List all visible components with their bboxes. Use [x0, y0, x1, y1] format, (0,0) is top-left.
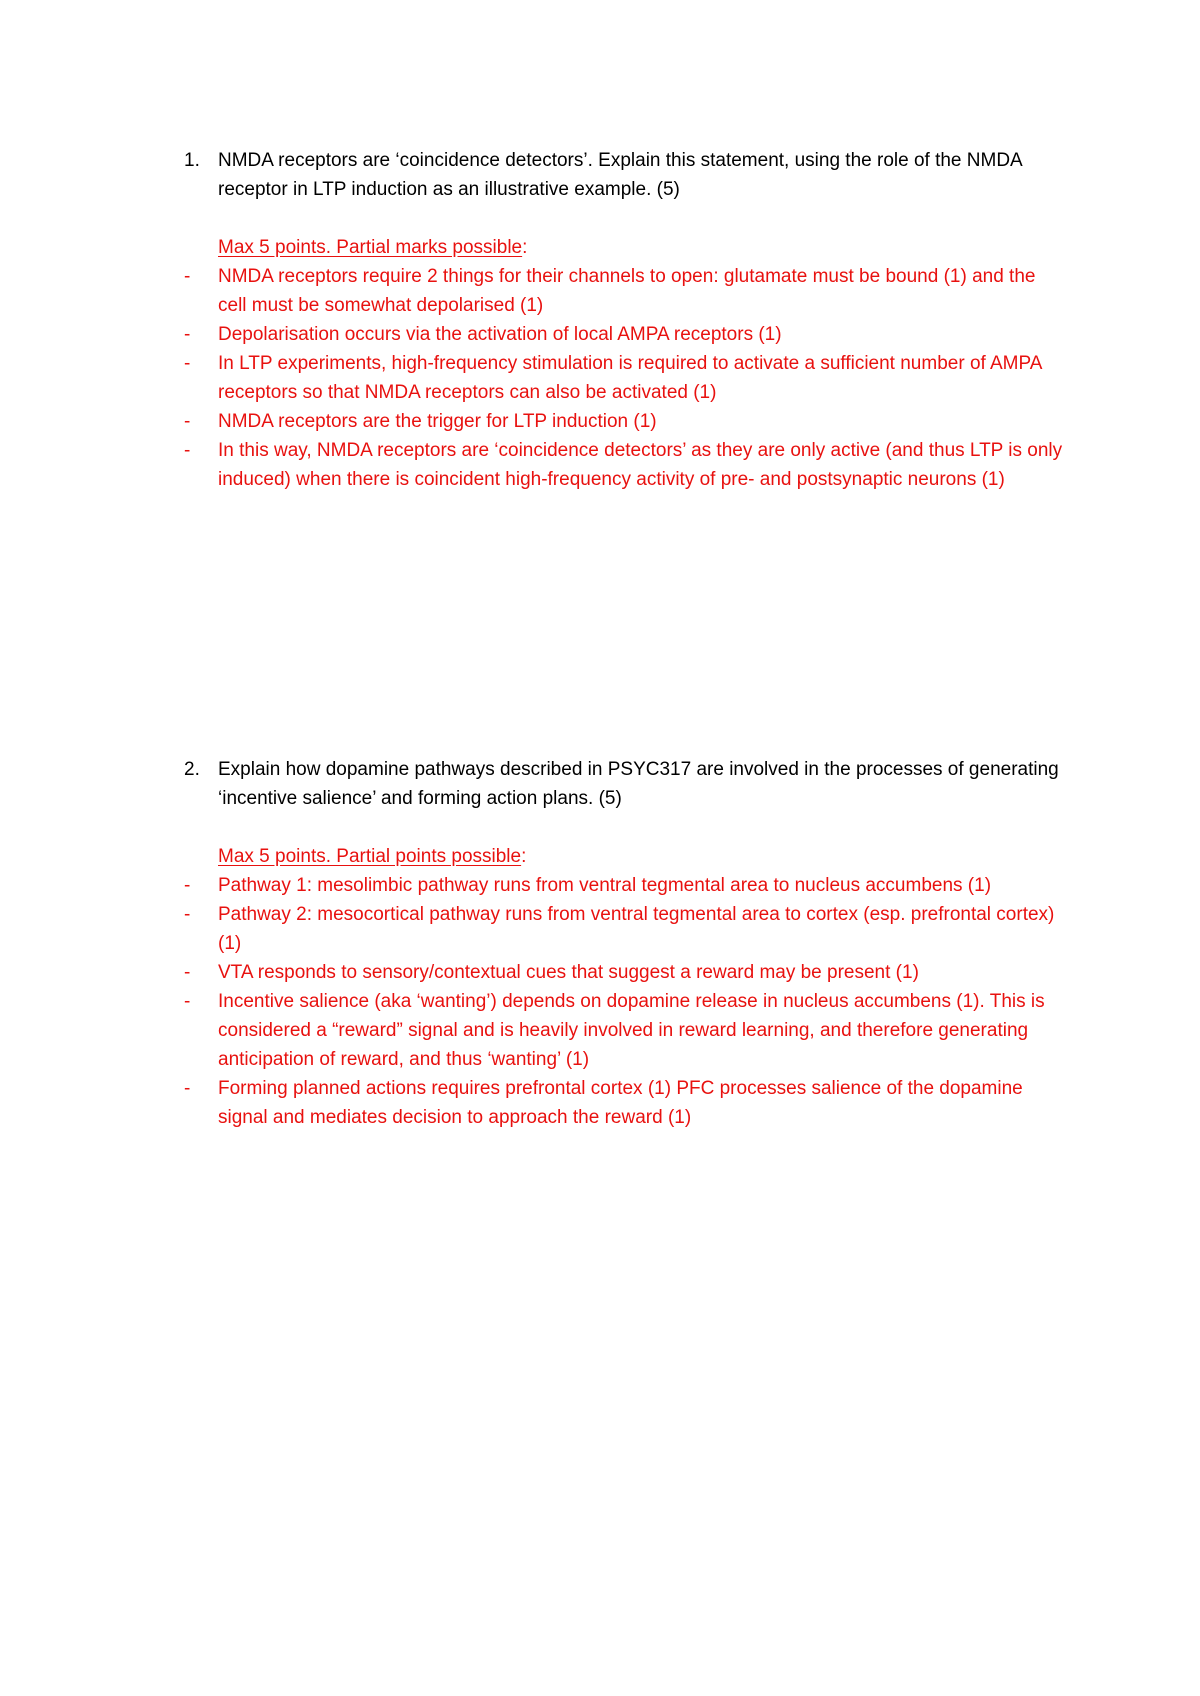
- question-2-number: 2.: [184, 759, 200, 780]
- bullet-dash: -: [184, 324, 191, 345]
- list-item: [184, 958, 1064, 987]
- question-1-marking-header: Max 5 points. Partial marks possible: [218, 237, 523, 258]
- marking-point: Forming planned actions requires prefrontal cortex (1) PFC processes salience of the dopamine signal and mediates decision to approach the reward (1): [218, 1078, 1023, 1128]
- question-2-marking-header-line: [218, 842, 1064, 871]
- question-1-prompt: [184, 146, 1064, 204]
- list-item: [184, 349, 1064, 407]
- question-1: [184, 146, 1064, 494]
- question-2-marking-scheme: [184, 842, 1064, 1132]
- list-item: [184, 407, 1064, 436]
- question-1-text: NMDA receptors are ‘coincidence detectors’. Explain this statement, using the role of the NMDA receptor in LTP induction as an illustrative example. (5): [218, 150, 1022, 200]
- bullet-dash: -: [184, 875, 191, 896]
- list-item: [184, 262, 1064, 320]
- question-1-number: 1.: [184, 150, 200, 171]
- list-item: [184, 1074, 1064, 1132]
- question-1-marking-scheme: [184, 233, 1064, 494]
- question-2-marking-header: Max 5 points. Partial points possible: [218, 846, 522, 867]
- bullet-dash: -: [184, 353, 191, 374]
- marking-point: In LTP experiments, high-frequency stimulation is required to activate a sufficient number of AMPA receptors so that NMDA receptors can also be activated (1): [218, 353, 1042, 403]
- list-item: [184, 900, 1064, 958]
- question-2-text: Explain how dopamine pathways described in PSYC317 are involved in the processes of generating ‘incentive salience’ and forming action plans. (5): [218, 759, 1059, 809]
- question-2-prompt: [184, 755, 1064, 813]
- question-1-marking-header-line: [218, 233, 1064, 262]
- marking-point: NMDA receptors require 2 things for their channels to open: glutamate must be bound (1) and the cell must be somewhat depolarised (1): [218, 266, 1036, 316]
- bullet-dash: -: [184, 440, 191, 461]
- bullet-dash: -: [184, 962, 191, 983]
- question-1-marking-header-colon: :: [522, 237, 528, 258]
- marking-point: VTA responds to sensory/contextual cues that suggest a reward may be present (1): [218, 962, 919, 983]
- bullet-dash: -: [184, 411, 191, 432]
- question-1-marking-list: [184, 262, 1064, 494]
- marking-point: Incentive salience (aka ‘wanting’) depends on dopamine release in nucleus accumbens (1). This is considered a “reward” signal and is heavily involved in reward learning, and therefore generating anticipation of reward, and thus ‘wanting’ (1): [218, 991, 1045, 1070]
- marking-point: Depolarisation occurs via the activation of local AMPA receptors (1): [218, 324, 782, 345]
- list-item: [184, 320, 1064, 349]
- bullet-dash: -: [184, 266, 191, 287]
- marking-point: Pathway 2: mesocortical pathway runs from ventral tegmental area to cortex (esp. prefrontal cortex) (1): [218, 904, 1055, 954]
- marking-point: In this way, NMDA receptors are ‘coincidence detectors’ as they are only active (and thus LTP is only induced) when there is coincident high-frequency activity of pre- and postsynaptic neurons (1): [218, 440, 1063, 490]
- list-item: [184, 436, 1064, 494]
- marking-point: NMDA receptors are the trigger for LTP induction (1): [218, 411, 657, 432]
- question-2-marking-header-colon: :: [521, 846, 527, 867]
- bullet-dash: -: [184, 991, 191, 1012]
- list-item: [184, 987, 1064, 1074]
- question-2-marking-list: [184, 871, 1064, 1132]
- question-2: [184, 755, 1064, 1132]
- list-item: [184, 871, 1064, 900]
- marking-point: Pathway 1: mesolimbic pathway runs from ventral tegmental area to nucleus accumbens (1): [218, 875, 992, 896]
- bullet-dash: -: [184, 904, 191, 925]
- bullet-dash: -: [184, 1078, 191, 1099]
